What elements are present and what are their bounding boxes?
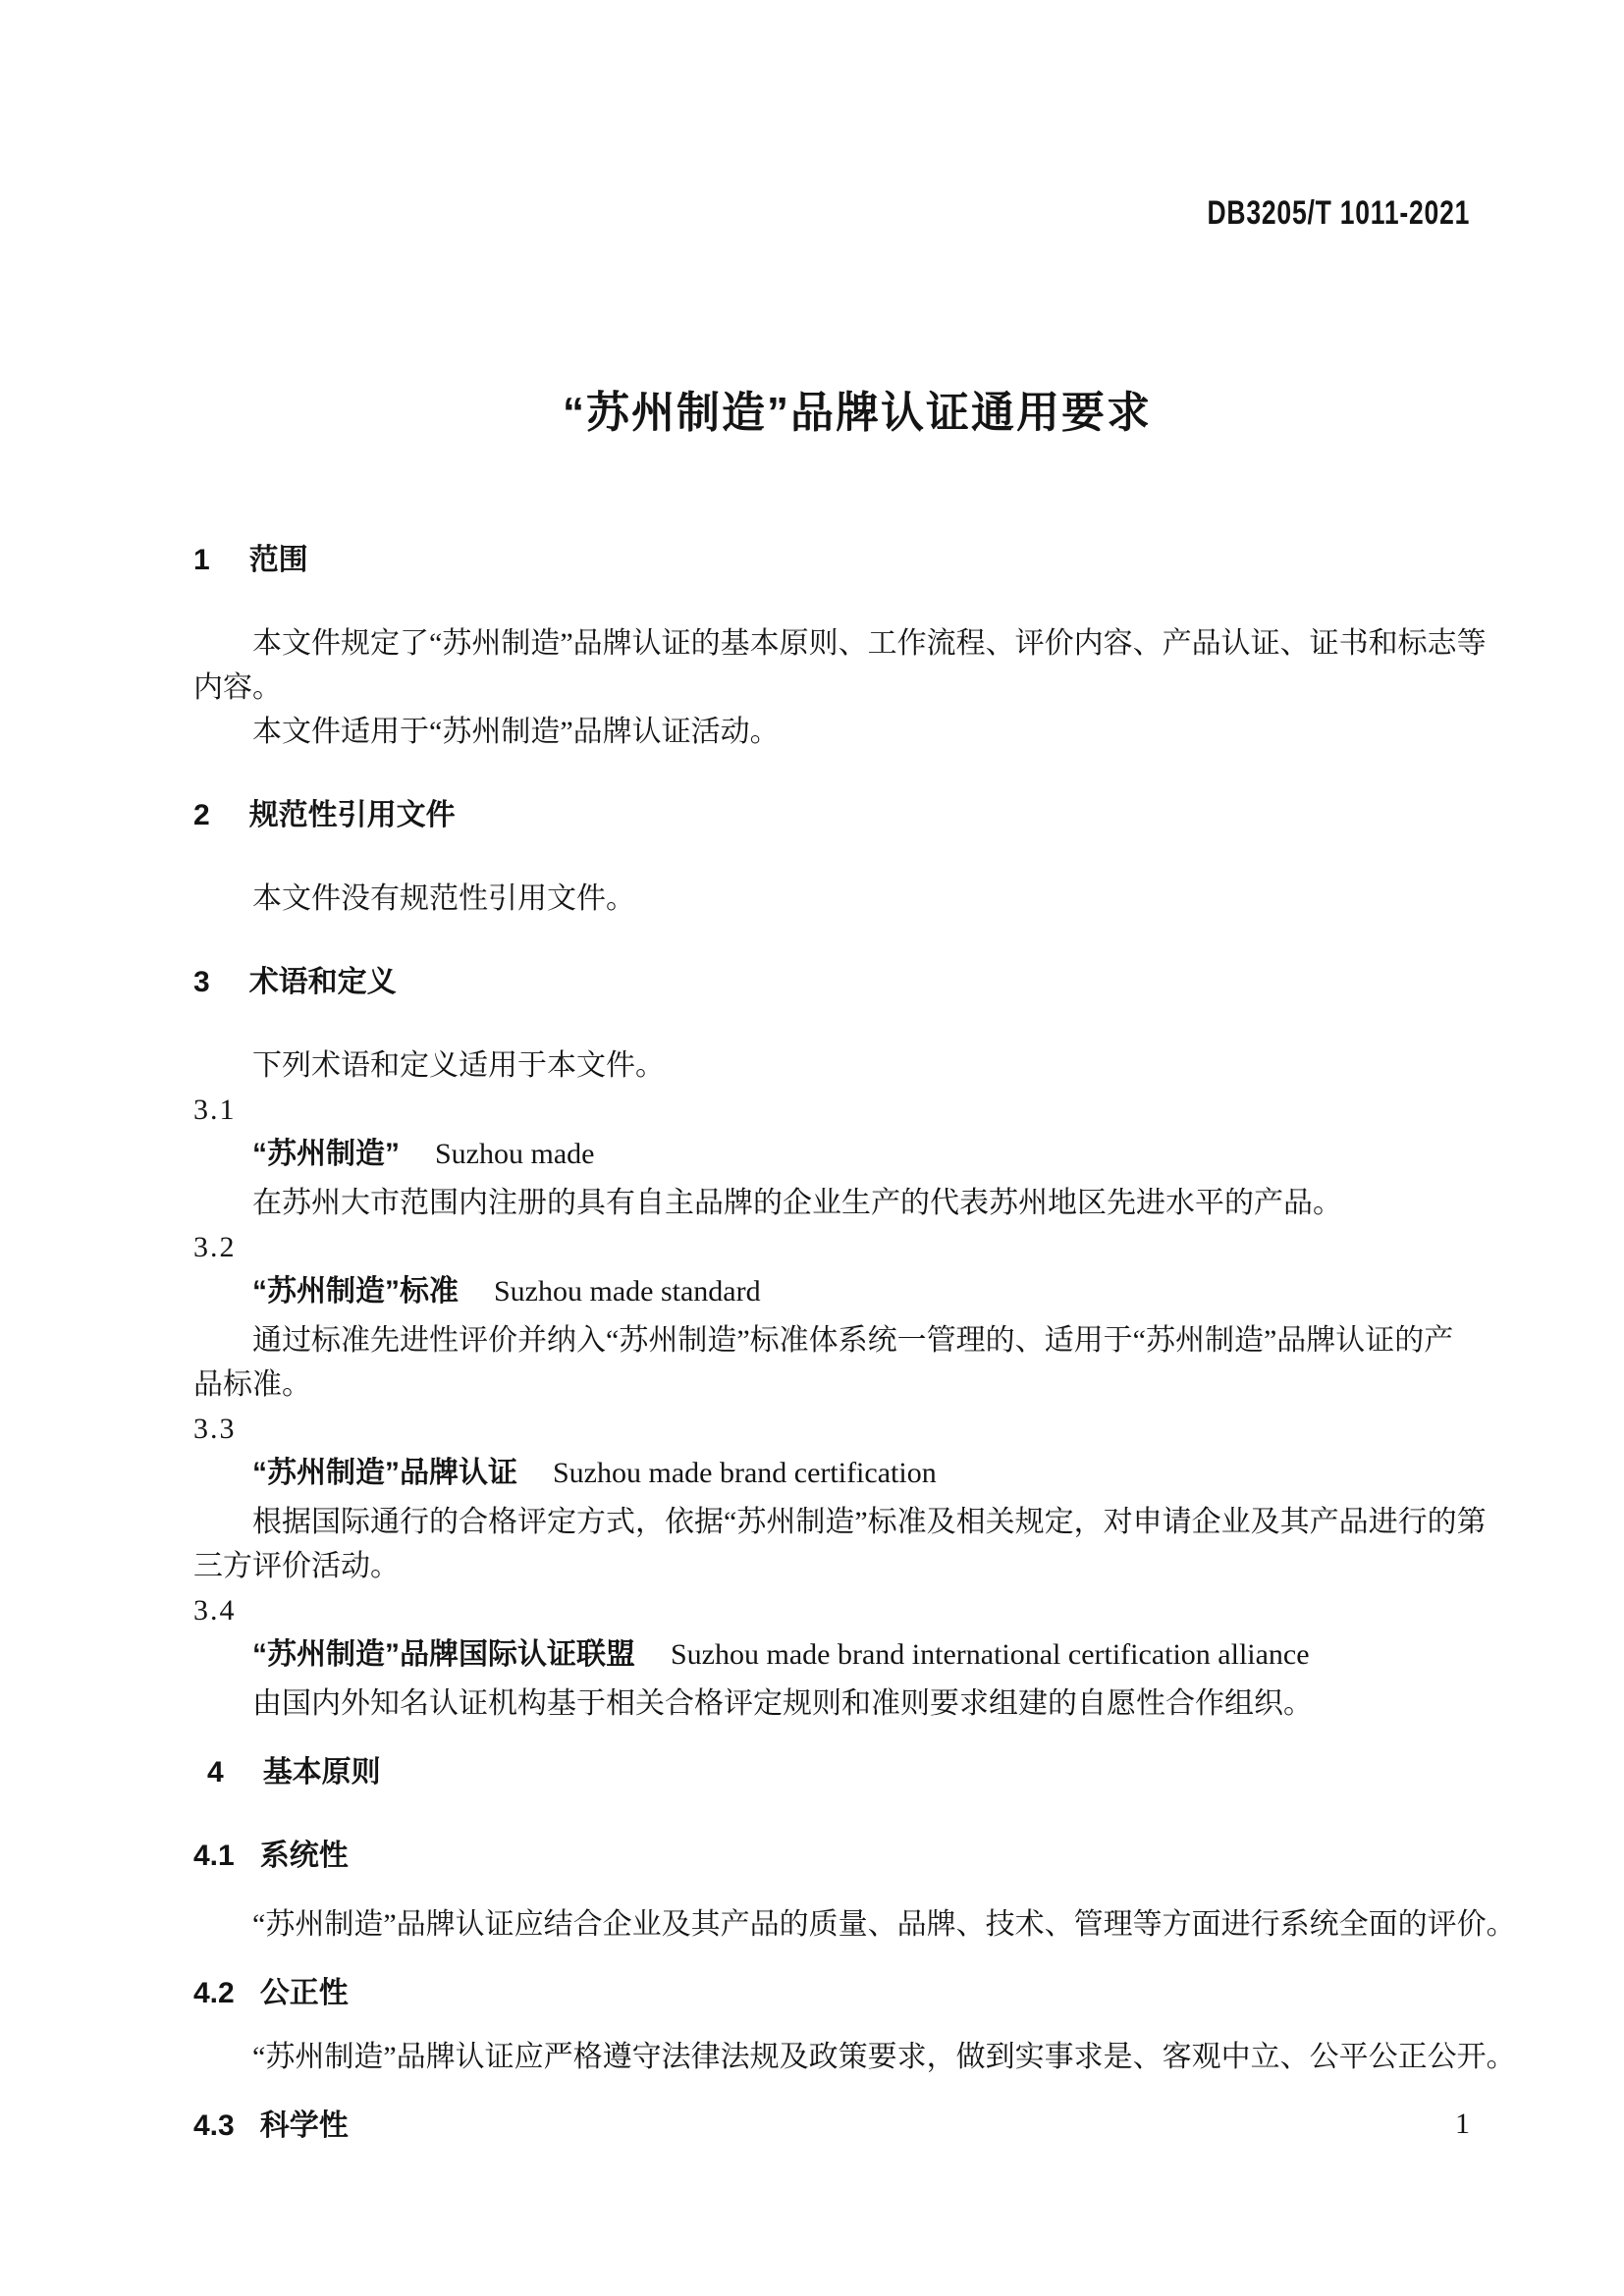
clause-4-heading [207,1750,1521,1794]
term-3-1-title [193,1132,1521,1181]
term-3-4-number: 3.4 [193,1594,237,1627]
page-number: 1 [1455,2108,1470,2140]
term-3-2-number: 3.2 [193,1231,237,1263]
term-3-3-title [193,1451,1521,1500]
document-title: “苏州制造”品牌认证通用要求 [563,389,1152,437]
term-3-3-number: 3.3 [193,1413,237,1445]
clause-3-intro [193,1043,1521,1088]
clause-4-3-heading [193,2104,1521,2148]
term-3-3-chinese: “苏州制造”品牌认证 [252,1457,517,1489]
paragraph-line: “苏州制造”品牌认证应严格遵守法律法规及政策要求，做到实事求是、客观中立、公平公正公开。 [252,2041,1516,2073]
term-3-1-number: 3.1 [193,1094,237,1126]
term-3-4-title [193,1632,1521,1682]
paragraph-line: 本文件没有规范性引用文件。 [252,882,635,915]
clause-2-number: 2 [193,799,210,831]
clause-4-2-paragraph [193,2035,1521,2079]
term-3-4-definition [193,1682,1521,1726]
clause-4-title: 基本原则 [262,1756,381,1789]
document-content [193,0,1521,2148]
paragraph-line: 在苏州大市范围内注册的具有自主品牌的企业生产的代表苏州地区先进水平的产品。 [252,1187,1342,1219]
clause-4-3-number: 4.3 [193,2109,235,2142]
term-3-4-chinese: “苏州制造”品牌国际认证联盟 [252,1638,635,1671]
paragraph-line: 三方评价活动。 [193,1550,400,1582]
term-3-3-definition [193,1500,1521,1588]
clause-1-number: 1 [193,544,210,576]
clause-3-heading [193,960,1521,1004]
clause-3-number: 3 [193,966,210,998]
paragraph-line: 由国内外知名认证机构基于相关合格评定规则和准则要求组建的自愿性合作组织。 [252,1687,1313,1720]
clause-4-1-heading [193,1834,1521,1878]
clause-1-heading [193,538,1521,582]
clause-2-title: 规范性引用文件 [248,799,456,831]
clause-3-title: 术语和定义 [248,966,397,998]
paragraph-line: 通过标准先进性评价并纳入“苏州制造”标准体系统一管理的、适用于“苏州制造”品牌认证的产 [252,1324,1454,1357]
term-3-1-english: Suzhou made [435,1138,595,1170]
paragraph-line: 本文件规定了“苏州制造”品牌认证的基本原则、工作流程、评价内容、产品认证、证书和标志等 [252,627,1487,660]
clause-4-1-number: 4.1 [193,1840,235,1872]
term-3-2-chinese: “苏州制造”标准 [252,1275,459,1308]
clause-2-paragraph-1 [193,877,1521,921]
term-3-1-definition [193,1181,1521,1225]
standard-code: DB3205/T 1011-2021 [1207,194,1470,232]
clause-4-1-paragraph [193,1902,1521,1947]
term-3-2-definition [193,1318,1521,1407]
paragraph-line: 品标准。 [193,1368,311,1401]
paragraph-line: 下列术语和定义适用于本文件。 [252,1049,665,1082]
term-3-4-english: Suzhou made brand international certification alliance [671,1638,1310,1671]
term-3-3-english: Suzhou made brand certification [553,1457,937,1489]
clause-1-title: 范围 [248,544,308,576]
term-3-2-english: Suzhou made standard [494,1275,761,1308]
clause-4-2-title: 公正性 [259,1977,349,2009]
paragraph-line: 内容。 [193,671,282,704]
term-3-2-title [193,1269,1521,1318]
clause-4-2-heading [193,1971,1521,2015]
clause-2-heading [193,793,1521,837]
clause-4-2-number: 4.2 [193,1977,235,2009]
paragraph-line: 根据国际通行的合格评定方式，依据“苏州制造”标准及相关规定，对申请企业及其产品进行的第 [252,1506,1487,1538]
term-3-1-chinese: “苏州制造” [252,1138,400,1170]
paragraph-line: 本文件适用于“苏州制造”品牌认证活动。 [252,716,780,748]
clause-1-paragraph-1 [193,621,1521,710]
clause-4-number: 4 [207,1756,224,1789]
clause-1-paragraph-2 [193,710,1521,754]
clause-4-1-title: 系统性 [259,1840,349,1872]
clause-4-3-title: 科学性 [259,2109,349,2142]
paragraph-line: “苏州制造”品牌认证应结合企业及其产品的质量、品牌、技术、管理等方面进行系统全面的评价。 [252,1908,1516,1941]
